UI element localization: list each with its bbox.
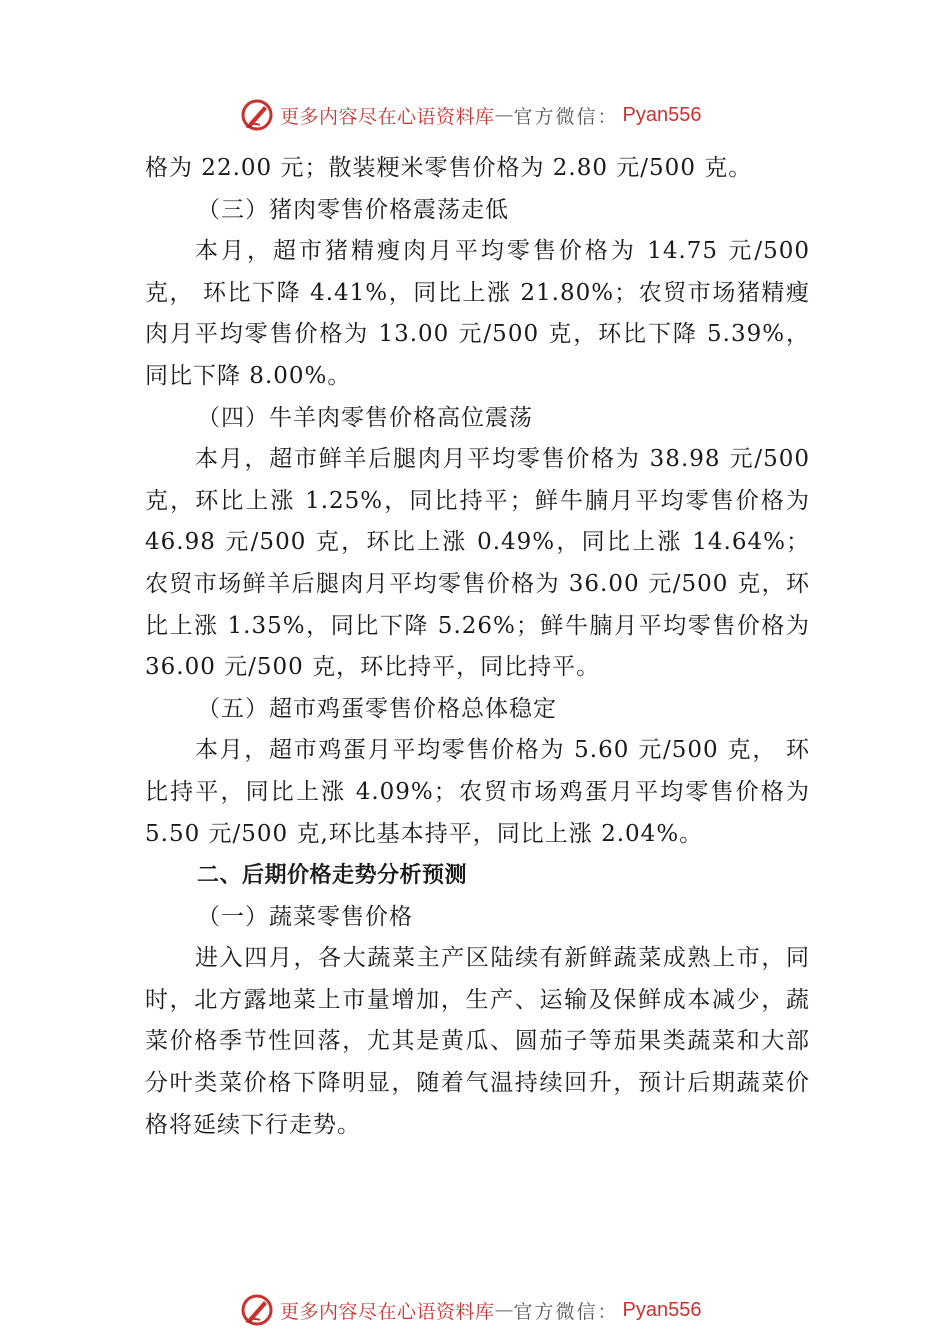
- watermark-wechat-id: Pyan556: [622, 103, 702, 126]
- pen-quill-logo-icon: [240, 98, 274, 132]
- header-watermark: [240, 95, 702, 135]
- section-heading-pork: （三）猪肉零售价格震荡走低: [197, 196, 509, 223]
- watermark-slogan: 更多内容尽在心语资料库: [280, 105, 495, 128]
- paragraph-beef-mutton: 本月，超市鲜羊后腿肉月平均零售价格为 38.98 元/500 克，环比上涨 1.25%，同比持平；鲜牛腩月平均零售价格为 46.98 元/500 克，环比上涨 0.49%，同比上涨 14.64%；农贸市场鲜羊后腿肉月平均零售价格为 36.00 元/500 克，环比上涨 1.35%，同比下降 5.26%；鲜牛腩月平均零售价格为 36.00 元/500 克，环比持平，同比持平。: [145, 446, 810, 681]
- watermark-dash: —: [494, 1299, 514, 1321]
- watermark-wechat-label: 官方微信：: [513, 1300, 619, 1323]
- watermark-wechat-label: 官方微信：: [513, 105, 619, 128]
- paragraph-vegetables: 进入四月，各大蔬菜主产区陆续有新鲜蔬菜成熟上市，同时，北方露地菜上市量增加，生产、运输及保鲜成本减少，蔬菜价格季节性回落，尤其是黄瓜、圆茄子等茄果类蔬菜和大部分叶类菜价格下降明显，随着气温持续回升，预计后期蔬菜价格将延续下行走势。: [145, 945, 810, 1138]
- section-heading-vegetables: （一）蔬菜零售价格: [197, 903, 413, 930]
- pen-quill-logo-icon: [240, 1293, 274, 1327]
- footer-watermark: [240, 1290, 702, 1330]
- watermark-slogan: 更多内容尽在心语资料库: [280, 1300, 495, 1323]
- paragraph-pork: 本月，超市猪精瘦肉月平均零售价格为 14.75 元/500 克， 环比下降 4.41%，同比上涨 21.80%；农贸市场猪精瘦肉月平均零售价格为 13.00 元/500 克，环比下降 5.39%，同比下降 8.00%。: [145, 238, 810, 389]
- paragraph-rice-continued: 格为 22.00 元；散装粳米零售价格为 2.80 元/500 克。: [145, 155, 753, 181]
- document-body: [145, 148, 810, 1146]
- watermark-dash: —: [494, 104, 514, 126]
- section-heading-eggs: （五）超市鸡蛋零售价格总体稳定: [197, 695, 557, 722]
- watermark-wechat-id: Pyan556: [622, 1298, 702, 1321]
- chapter-heading-forecast: 二、后期价格走势分析预测: [197, 863, 468, 889]
- paragraph-eggs: 本月，超市鸡蛋月平均零售价格为 5.60 元/500 克， 环比持平，同比上涨 4.09%；农贸市场鸡蛋月平均零售价格为 5.50 元/500 克,环比基本持平，同比上涨 2.04%。: [145, 737, 810, 847]
- section-heading-beef-mutton: （四）牛羊肉零售价格高位震荡: [197, 404, 533, 431]
